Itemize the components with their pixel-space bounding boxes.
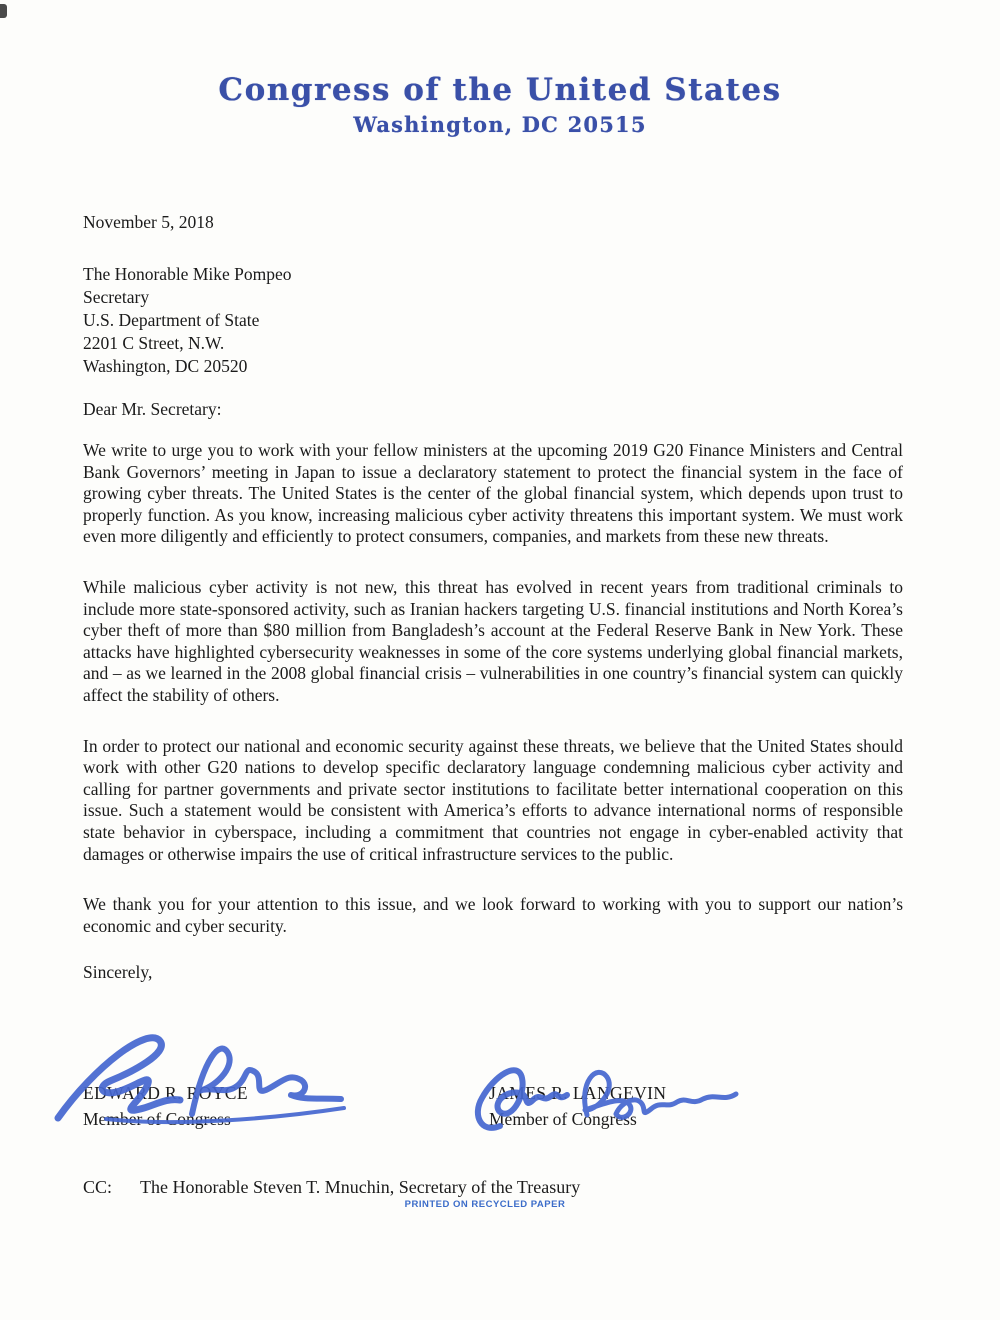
recipient-line: 2201 C Street, N.W. — [83, 333, 225, 353]
recipient-line: U.S. Department of State — [83, 310, 260, 330]
paragraph-1: We write to urge you to work with your fellow ministers at the upcoming 2019 G20 Finance Ministers and Central Bank Governors’ meeting in Japan to issue a declaratory statement to protect the financial system in the face of growing cyber threats. The United States is the center of the global financial system, which depends upon trust to properly function. As you know, increasing malicious cyber activity threatens this important system. We must work even more diligently and efficiently to protect consumers, companies, and markets from these new threats. — [83, 440, 903, 547]
salutation: Dear Mr. Secretary: — [83, 399, 222, 419]
recycled-paper-note: PRINTED ON RECYCLED PAPER — [404, 1199, 566, 1211]
signer-title: Member of Congress — [83, 1109, 231, 1130]
cc-row — [83, 1176, 903, 1199]
recipient-line: Washington, DC 20520 — [83, 356, 248, 376]
signer-title: Member of Congress — [489, 1109, 637, 1130]
paragraph-3: In order to protect our national and economic security against these threats, we believe that the United States should work with other G20 nations to develop specific declaratory language condemning malicious cyber activity and calling for partner governments and private sector institutions to facilitate better international cooperation on this issue. Such a statement would be consistent with America’s efforts to advance international norms of responsible state behavior in cyberspace, including a commitment that countries not engage in cyber-enabled activity that damages or otherwise impairs the use of critical infrastructure services to the public. — [83, 735, 903, 864]
paragraph-2: While malicious cyber activity is not new, this threat has evolved in recent years from traditional criminals to include more state-sponsored activity, such as Iranian hackers targeting U.S. financial institutions and North Korea’s cyber theft of more than $80 million from Bangladesh’s account at the Federal Reserve Bank in New York. These attacks have highlighted cybersecurity weaknesses in some of the core systems underlying global financial markets, and – as we learned in the 2008 global financial crisis – vulnerabilities in one country’s financial system can quickly affect the stability of others. — [83, 576, 903, 705]
cc-text: The Honorable Steven T. Mnuchin, Secretary of the Treasury — [140, 1177, 581, 1198]
cc-label: CC: — [83, 1177, 113, 1198]
signer-name: JAMES R. LANGEVIN — [489, 1083, 667, 1104]
signer-name: EDWARD R. ROYCE — [83, 1083, 248, 1104]
closing: Sincerely, — [83, 962, 153, 983]
letterhead-city: Washington, DC 20515 — [353, 112, 647, 137]
recipient-line: Secretary — [83, 287, 150, 307]
langevin-signature — [468, 1052, 740, 1140]
royce-signature — [50, 1018, 350, 1130]
letterhead-org: Congress of the United States — [218, 72, 782, 108]
paragraph-4: We thank you for your attention to this issue, and we look forward to working with you to support our nation’s economic and cyber security. — [83, 894, 903, 936]
recipient-line: The Honorable Mike Pompeo — [83, 264, 292, 284]
recipient-address — [83, 263, 903, 378]
scan-edge-artifact — [0, 4, 7, 18]
letter-date: November 5, 2018 — [83, 212, 214, 232]
